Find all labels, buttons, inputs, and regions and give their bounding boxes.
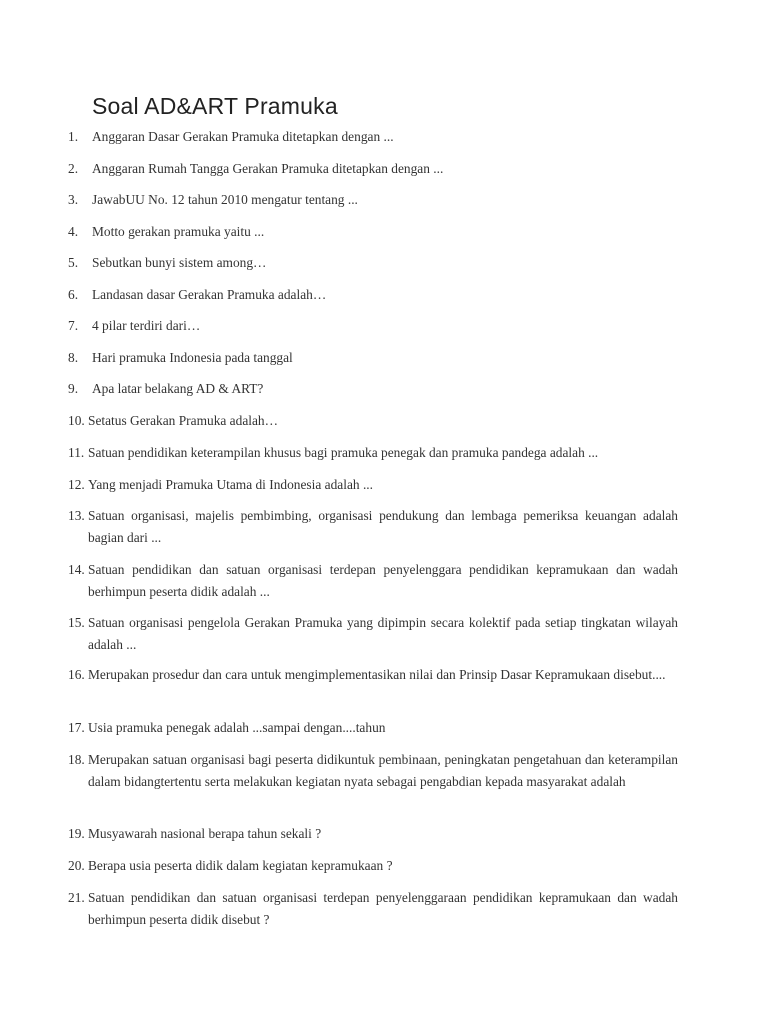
question-item [68,252,678,274]
question-number: 12. [68,477,85,492]
question-number: 2. [68,161,79,176]
question-number: 15. [68,615,85,630]
question-text: Satuan pendidikan keterampilan khusus bagi pramuka penegak dan pramuka pandega adalah ... [88,445,599,460]
question-item [68,823,678,845]
question-item [68,378,678,400]
question-item [68,612,678,655]
question-number: 16. [68,667,85,682]
question-number: 21. [68,890,85,905]
question-text: Satuan pendidikan dan satuan organisasi terdepan penyelenggara pendidikan kepramukaan dan wadah berhimpun peserta didik adalah ... [88,562,678,599]
question-item [68,855,678,877]
question-item [68,126,678,148]
question-text: Merupakan prosedur dan cara untuk mengimplementasikan nilai dan Prinsip Dasar Kepramukaan disebut.... [88,667,666,682]
question-item [68,347,678,369]
question-item [68,887,678,930]
question-text: Merupakan satuan organisasi bagi peserta didikuntuk pembinaan, peningkatan pengetahuan dan keterampilan dalam bidangtertentu serta melakukan kegiatan nyata sebagai pengabdian kepada masyarakat adalah [88,752,678,789]
question-number: 20. [68,858,85,873]
question-number: 19. [68,826,85,841]
question-item [68,158,678,180]
question-number: 1. [68,129,79,144]
question-text: Anggaran Dasar Gerakan Pramuka ditetapkan dengan ... [92,129,394,144]
question-item [68,410,678,432]
question-number: 18. [68,752,85,767]
question-text: JawabUU No. 12 tahun 2010 mengatur tentang ... [92,192,358,207]
question-text: 4 pilar terdiri dari… [92,318,201,333]
question-text: Musyawarah nasional berapa tahun sekali ? [88,826,322,841]
question-number: 6. [68,287,79,302]
question-number: 14. [68,562,85,577]
question-item [68,189,678,211]
question-number: 9. [68,381,79,396]
question-number: 3. [68,192,79,207]
question-item [68,749,678,792]
question-number: 7. [68,318,79,333]
question-item [68,442,678,464]
question-number: 11. [68,445,85,460]
question-text: Setatus Gerakan Pramuka adalah… [88,413,279,428]
question-number: 5. [68,255,79,270]
question-number: 8. [68,350,79,365]
question-number: 10. [68,413,85,428]
page-title: Soal AD&ART Pramuka [92,93,338,119]
question-number: 17. [68,720,85,735]
question-item [68,221,678,243]
question-number: 4. [68,224,79,239]
question-text: Sebutkan bunyi sistem among… [92,255,267,270]
question-text: Apa latar belakang AD & ART? [92,381,264,396]
question-text: Anggaran Rumah Tangga Gerakan Pramuka ditetapkan dengan ... [92,161,444,176]
question-item [68,717,678,739]
question-text: Landasan dasar Gerakan Pramuka adalah… [92,287,327,302]
question-text: Satuan pendidikan dan satuan organisasi terdepan penyelenggaraan pendidikan kepramukaan dan wadah berhimpun peserta didik disebut ? [88,890,678,927]
question-item [68,474,678,496]
question-item [68,315,678,337]
question-text: Usia pramuka penegak adalah ...sampai dengan....tahun [88,720,386,735]
question-text: Motto gerakan pramuka yaitu ... [92,224,265,239]
question-text: Berapa usia peserta didik dalam kegiatan kepramukaan ? [88,858,393,873]
question-text: Satuan organisasi, majelis pembimbing, organisasi pendukung dan lembaga pemeriksa keuangan adalah bagian dari ... [88,508,678,545]
question-text: Hari pramuka Indonesia pada tanggal [92,350,293,365]
question-item [68,664,678,686]
question-item [68,505,678,548]
question-text: Yang menjadi Pramuka Utama di Indonesia adalah ... [88,477,373,492]
question-number: 13. [68,508,85,523]
question-text: Satuan organisasi pengelola Gerakan Pramuka yang dipimpin secara kolektif pada setiap tingkatan wilayah adalah ... [88,615,678,652]
question-item [68,559,678,602]
question-item [68,284,678,306]
